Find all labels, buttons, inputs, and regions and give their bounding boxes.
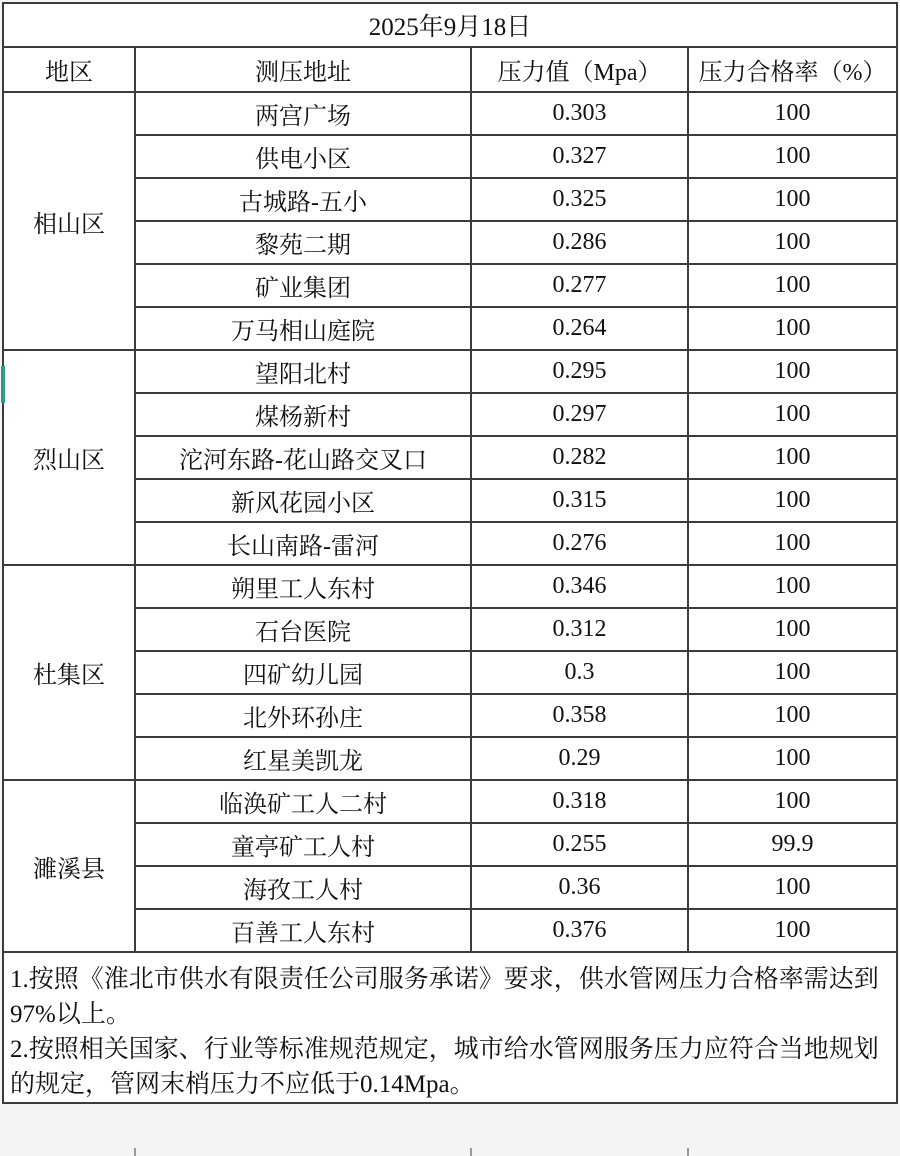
table-row <box>3 178 897 221</box>
cell-selection-marker <box>1 366 5 403</box>
region-cell[interactable]: 烈山区 <box>3 350 135 565</box>
note-service-commitment: 1.按照《淮北市供水有限责任公司服务承诺》要求，供水管网压力合格率需达到97%以上。 <box>10 966 879 1028</box>
table-row <box>3 565 897 608</box>
table-row <box>3 92 897 135</box>
pass-rate-cell[interactable]: 100 <box>688 221 897 264</box>
report-date-title[interactable]: 2025年9月18日 <box>3 3 897 47</box>
table-row <box>3 393 897 436</box>
pass-rate-cell[interactable]: 100 <box>688 694 897 737</box>
address-cell[interactable]: 红星美凯龙 <box>135 737 471 780</box>
pressure-cell[interactable]: 0.277 <box>471 264 688 307</box>
notes-row <box>3 952 897 1103</box>
address-cell[interactable]: 新风花园小区 <box>135 479 471 522</box>
address-cell[interactable]: 沱河东路-花山路交叉口 <box>135 436 471 479</box>
pass-rate-cell[interactable]: 100 <box>688 264 897 307</box>
pressure-cell[interactable]: 0.255 <box>471 823 688 866</box>
pass-rate-cell[interactable]: 100 <box>688 350 897 393</box>
pass-rate-cell[interactable]: 100 <box>688 866 897 909</box>
address-cell[interactable]: 长山南路-雷河 <box>135 522 471 565</box>
address-cell[interactable]: 石台医院 <box>135 608 471 651</box>
table-row <box>3 436 897 479</box>
pass-rate-cell[interactable]: 100 <box>688 92 897 135</box>
table-row <box>3 307 897 350</box>
table-row <box>3 909 897 952</box>
pass-rate-cell[interactable]: 100 <box>688 393 897 436</box>
pass-rate-cell[interactable]: 100 <box>688 651 897 694</box>
pass-rate-cell[interactable]: 100 <box>688 737 897 780</box>
address-cell[interactable]: 北外环孙庄 <box>135 694 471 737</box>
table-row <box>3 737 897 780</box>
pressure-cell[interactable]: 0.325 <box>471 178 688 221</box>
table-row <box>3 694 897 737</box>
address-cell[interactable]: 矿业集团 <box>135 264 471 307</box>
table-row <box>3 479 897 522</box>
pressure-cell[interactable]: 0.358 <box>471 694 688 737</box>
pressure-cell[interactable]: 0.327 <box>471 135 688 178</box>
next-row-divider <box>134 1148 136 1156</box>
title-row <box>3 3 897 47</box>
next-row-divider <box>687 1148 689 1156</box>
pressure-cell[interactable]: 0.276 <box>471 522 688 565</box>
pass-rate-cell[interactable]: 100 <box>688 479 897 522</box>
pressure-cell[interactable]: 0.318 <box>471 780 688 823</box>
pressure-cell[interactable]: 0.376 <box>471 909 688 952</box>
address-cell[interactable]: 黎苑二期 <box>135 221 471 264</box>
table-row <box>3 350 897 393</box>
header-pressure[interactable]: 压力值（Mpa） <box>471 47 688 92</box>
address-cell[interactable]: 两宫广场 <box>135 92 471 135</box>
region-cell[interactable]: 濉溪县 <box>3 780 135 952</box>
pressure-cell[interactable]: 0.295 <box>471 350 688 393</box>
address-cell[interactable]: 临涣矿工人二村 <box>135 780 471 823</box>
address-cell[interactable]: 供电小区 <box>135 135 471 178</box>
table-row <box>3 135 897 178</box>
address-cell[interactable]: 煤杨新村 <box>135 393 471 436</box>
table-row <box>3 780 897 823</box>
header-pass-rate[interactable]: 压力合格率（%） <box>688 47 897 92</box>
region-cell[interactable]: 杜集区 <box>3 565 135 780</box>
address-cell[interactable]: 朔里工人东村 <box>135 565 471 608</box>
table-row <box>3 823 897 866</box>
table-row <box>3 522 897 565</box>
table-row <box>3 651 897 694</box>
table-row <box>3 221 897 264</box>
pressure-cell[interactable]: 0.346 <box>471 565 688 608</box>
header-address[interactable]: 测压地址 <box>135 47 471 92</box>
pressure-cell[interactable]: 0.3 <box>471 651 688 694</box>
pass-rate-cell[interactable]: 100 <box>688 135 897 178</box>
pass-rate-cell[interactable]: 99.9 <box>688 823 897 866</box>
region-cell[interactable]: 相山区 <box>3 92 135 350</box>
pressure-cell[interactable]: 0.282 <box>471 436 688 479</box>
header-region[interactable]: 地区 <box>3 47 135 92</box>
pressure-report-table <box>2 2 896 1104</box>
pressure-cell[interactable]: 0.303 <box>471 92 688 135</box>
pass-rate-cell[interactable]: 100 <box>688 909 897 952</box>
pressure-cell[interactable]: 0.315 <box>471 479 688 522</box>
table-row <box>3 264 897 307</box>
notes-cell[interactable] <box>3 952 897 1103</box>
table-row <box>3 866 897 909</box>
pressure-cell[interactable]: 0.264 <box>471 307 688 350</box>
pass-rate-cell[interactable]: 100 <box>688 178 897 221</box>
pass-rate-cell[interactable]: 100 <box>688 608 897 651</box>
pass-rate-cell[interactable]: 100 <box>688 307 897 350</box>
address-cell[interactable]: 百善工人东村 <box>135 909 471 952</box>
pass-rate-cell[interactable]: 100 <box>688 436 897 479</box>
header-row <box>3 47 897 92</box>
address-cell[interactable]: 海孜工人村 <box>135 866 471 909</box>
next-row-divider <box>470 1148 472 1156</box>
pressure-cell[interactable]: 0.36 <box>471 866 688 909</box>
pass-rate-cell[interactable]: 100 <box>688 565 897 608</box>
pressure-cell[interactable]: 0.297 <box>471 393 688 436</box>
pressure-cell[interactable]: 0.312 <box>471 608 688 651</box>
pass-rate-cell[interactable]: 100 <box>688 522 897 565</box>
address-cell[interactable]: 古城路-五小 <box>135 178 471 221</box>
address-cell[interactable]: 四矿幼儿园 <box>135 651 471 694</box>
address-cell[interactable]: 万马相山庭院 <box>135 307 471 350</box>
table-row <box>3 608 897 651</box>
address-cell[interactable]: 童亭矿工人村 <box>135 823 471 866</box>
note-national-standard: 2.按照相关国家、行业等标准规范规定，城市给水管网服务压力应符合当地规划的规定，管网末梢压力不应低于0.14Mpa。 <box>10 1036 879 1098</box>
address-cell[interactable]: 望阳北村 <box>135 350 471 393</box>
table-body <box>3 92 897 952</box>
pressure-cell[interactable]: 0.286 <box>471 221 688 264</box>
pass-rate-cell[interactable]: 100 <box>688 780 897 823</box>
pressure-cell[interactable]: 0.29 <box>471 737 688 780</box>
